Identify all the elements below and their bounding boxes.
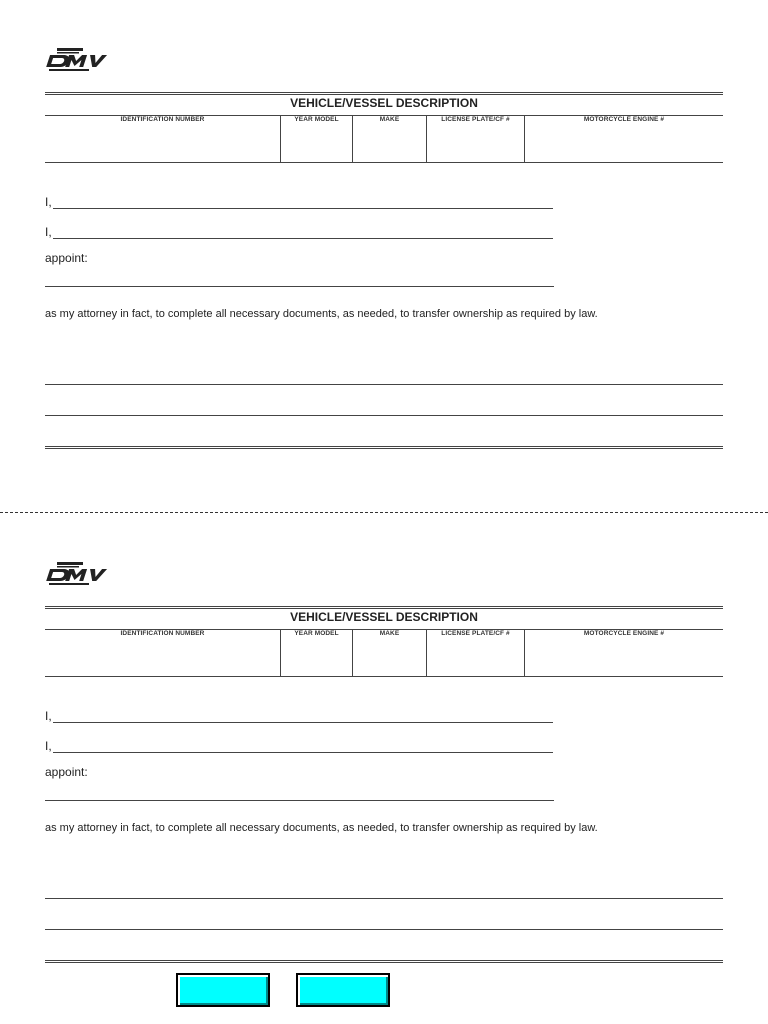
identification-number-field[interactable] (45, 630, 281, 676)
identification-number-label: IDENTIFICATION NUMBER (120, 116, 205, 123)
owner-name-line-1[interactable] (45, 195, 553, 209)
appoint-label: appoint: (45, 765, 88, 779)
owner-name-rule (53, 721, 553, 723)
attorney-statement: as my attorney in fact, to complete all necessary documents, as needed, to transfer ownership as required by law. (45, 308, 598, 320)
signature-line-1[interactable] (45, 384, 723, 385)
identification-number-field[interactable] (45, 116, 281, 162)
owner-name-rule (53, 207, 553, 209)
motorcycle-engine-label: MOTORCYCLE ENGINE # (583, 630, 665, 637)
make-field[interactable] (353, 116, 427, 162)
form-button-2[interactable] (296, 973, 390, 1007)
make-field[interactable] (353, 630, 427, 676)
make-label: MAKE (379, 116, 400, 123)
owner-name-prefix: I, (45, 195, 52, 209)
owner-name-line-2[interactable] (45, 225, 553, 239)
license-plate-label: LICENSE PLATE/CF # (441, 116, 510, 123)
vehicle-description-title: VEHICLE/VESSEL DESCRIPTION (290, 96, 478, 110)
motorcycle-engine-label: MOTORCYCLE ENGINE # (583, 116, 665, 123)
poa-form-bottom (0, 514, 768, 1014)
vehicle-description-row (45, 629, 723, 677)
vehicle-description-table (45, 606, 723, 676)
motorcycle-engine-field[interactable] (525, 116, 723, 162)
vehicle-description-table (45, 92, 723, 162)
owner-name-prefix: I, (45, 709, 52, 723)
form-bottom-rule (45, 960, 723, 963)
attorney-name-line[interactable] (45, 286, 554, 287)
cut-line-divider (0, 512, 768, 513)
signature-line-2[interactable] (45, 929, 723, 930)
motorcycle-engine-field[interactable] (525, 630, 723, 676)
license-plate-field[interactable] (427, 630, 525, 676)
owner-name-line-2[interactable] (45, 739, 553, 753)
owner-name-line-1[interactable] (45, 709, 553, 723)
year-model-label: YEAR MODEL (294, 116, 339, 123)
appoint-label: appoint: (45, 251, 88, 265)
make-label: MAKE (379, 630, 400, 637)
dmv-logo-icon (45, 560, 115, 588)
attorney-name-line[interactable] (45, 800, 554, 801)
identification-number-label: IDENTIFICATION NUMBER (120, 630, 205, 637)
dmv-logo-icon (45, 46, 115, 74)
attorney-statement: as my attorney in fact, to complete all necessary documents, as needed, to transfer ownership as required by law. (45, 822, 598, 834)
vehicle-description-title: VEHICLE/VESSEL DESCRIPTION (290, 610, 478, 624)
owner-name-prefix: I, (45, 225, 52, 239)
owner-name-prefix: I, (45, 739, 52, 753)
year-model-field[interactable] (281, 116, 353, 162)
owner-name-rule (53, 751, 553, 753)
license-plate-label: LICENSE PLATE/CF # (441, 630, 510, 637)
form-bottom-rule (45, 446, 723, 449)
signature-line-1[interactable] (45, 898, 723, 899)
owner-name-rule (53, 237, 553, 239)
year-model-label: YEAR MODEL (294, 630, 339, 637)
signature-line-2[interactable] (45, 415, 723, 416)
year-model-field[interactable] (281, 630, 353, 676)
form-button-1[interactable] (176, 973, 270, 1007)
poa-form-top (0, 0, 768, 500)
vehicle-description-row (45, 115, 723, 163)
license-plate-field[interactable] (427, 116, 525, 162)
